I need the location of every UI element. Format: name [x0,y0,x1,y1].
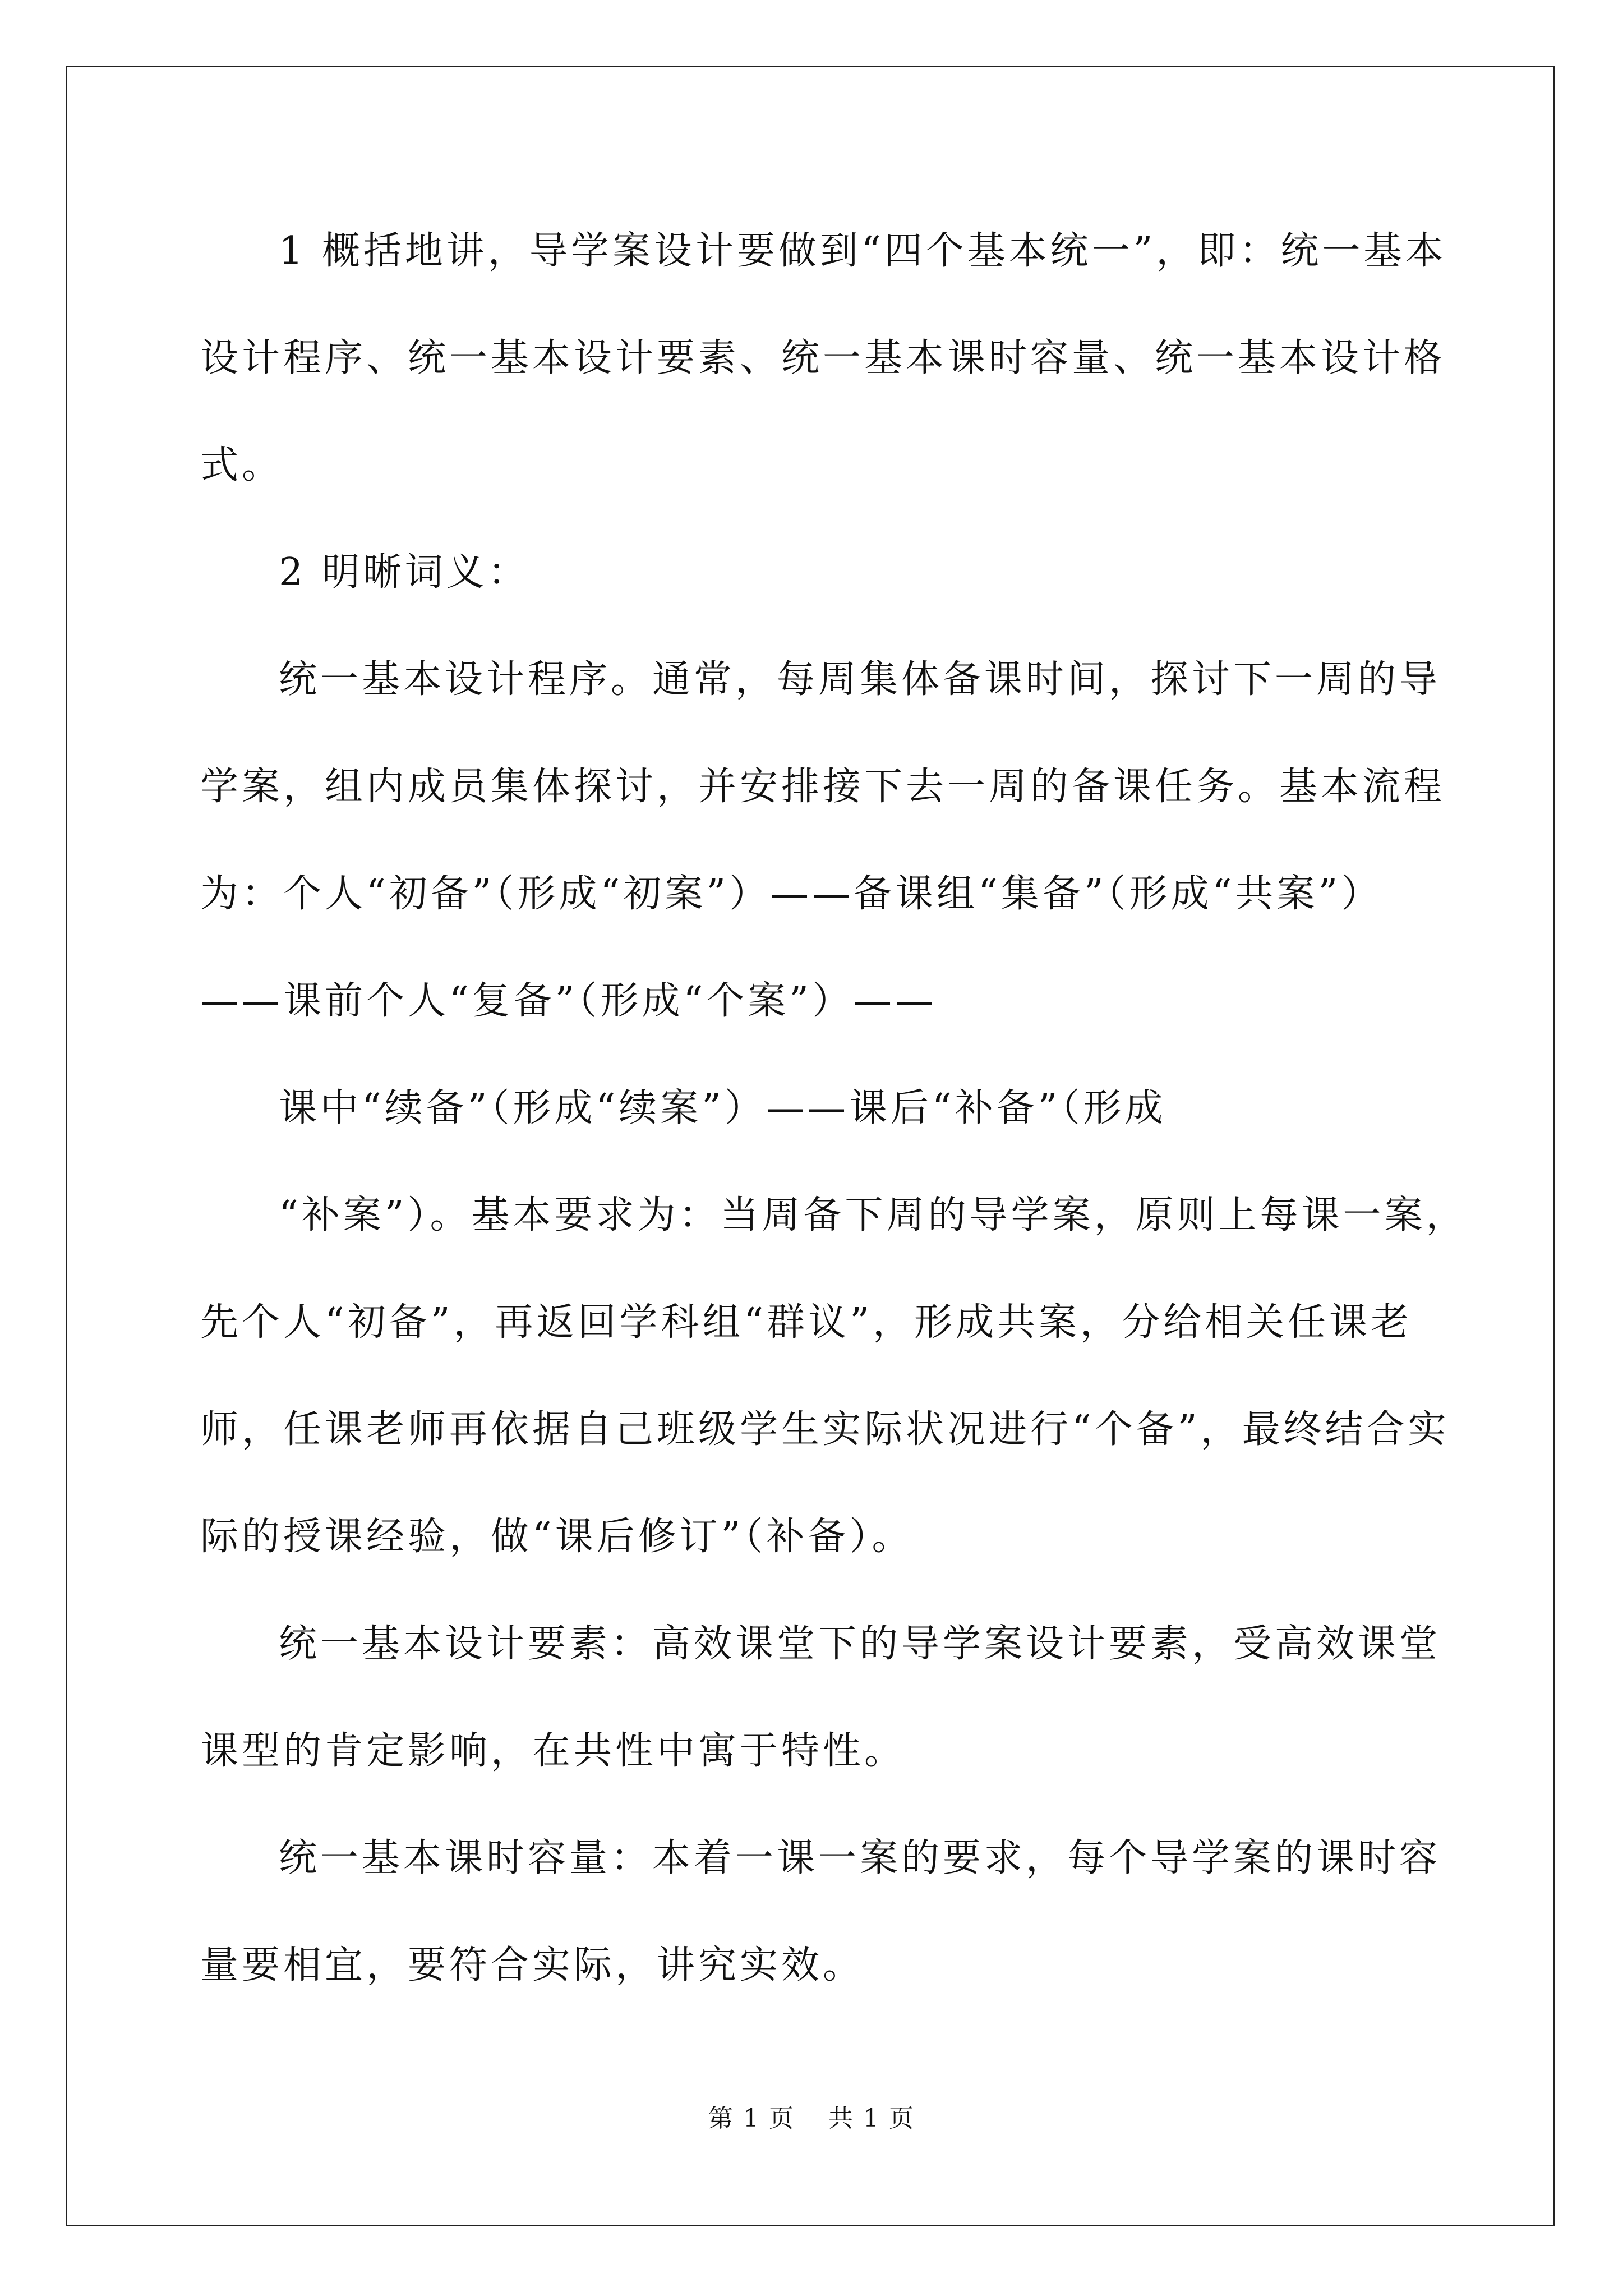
page-border [66,66,1555,2226]
text-line-16: 统一基本课时容量：本着一课一案的要求，每个导学案的课时容 [279,1836,1441,1880]
text-line-12: 师，任课老师再依据自己班级学生实际状况进行“个备”，最终结合实 [200,1407,1450,1452]
text-line-13: 际的授课经验，做“课后修订”（补备）。 [200,1515,914,1559]
total-pages: 共 1 页 [828,2104,915,2133]
text-line-11: 先个人“初备”，再返回学科组“群议”，形成共案，分给相关任课老 [200,1300,1413,1345]
text-line-4: 2 明晰词义： [279,550,529,595]
text-line-2: 设计程序、统一基本设计要素、统一基本课时容量、统一基本设计格 [200,336,1446,380]
text-line-8: ——课前个人“复备”（形成“个案”）—— [200,979,937,1023]
text-line-5: 统一基本设计程序。通常，每周集体备课时间，探讨下一周的导 [279,657,1441,702]
text-line-14: 统一基本设计要素：高效课堂下的导学案设计要素，受高效课堂 [279,1622,1441,1666]
text-line-17: 量要相宜，要符合实际，讲究实效。 [200,1943,865,1987]
text-line-6: 学案，组内成员集体探讨，并安排接下去一周的备课任务。基本流程 [200,765,1446,809]
text-line-1: 1 概括地讲，导学案设计要做到“四个基本统一”，即：统一基本 [279,229,1447,273]
page-number: 第 1 页 [708,2104,795,2133]
text-line-7: 为：个人“初备”（形成“初案”）——备课组“集备”（形成“共案”） [200,872,1383,916]
text-line-3: 式。 [200,443,284,487]
page-footer [0,2105,1623,2133]
text-line-15: 课型的肯定影响，在共性中寓于特性。 [200,1729,906,1773]
text-line-10: “补案”）。基本要求为：当周备下周的导学案，原则上每课一案， [279,1193,1468,1237]
text-line-9: 课中“续备”（形成“续案”）——课后“补备”（形成 [279,1086,1166,1130]
